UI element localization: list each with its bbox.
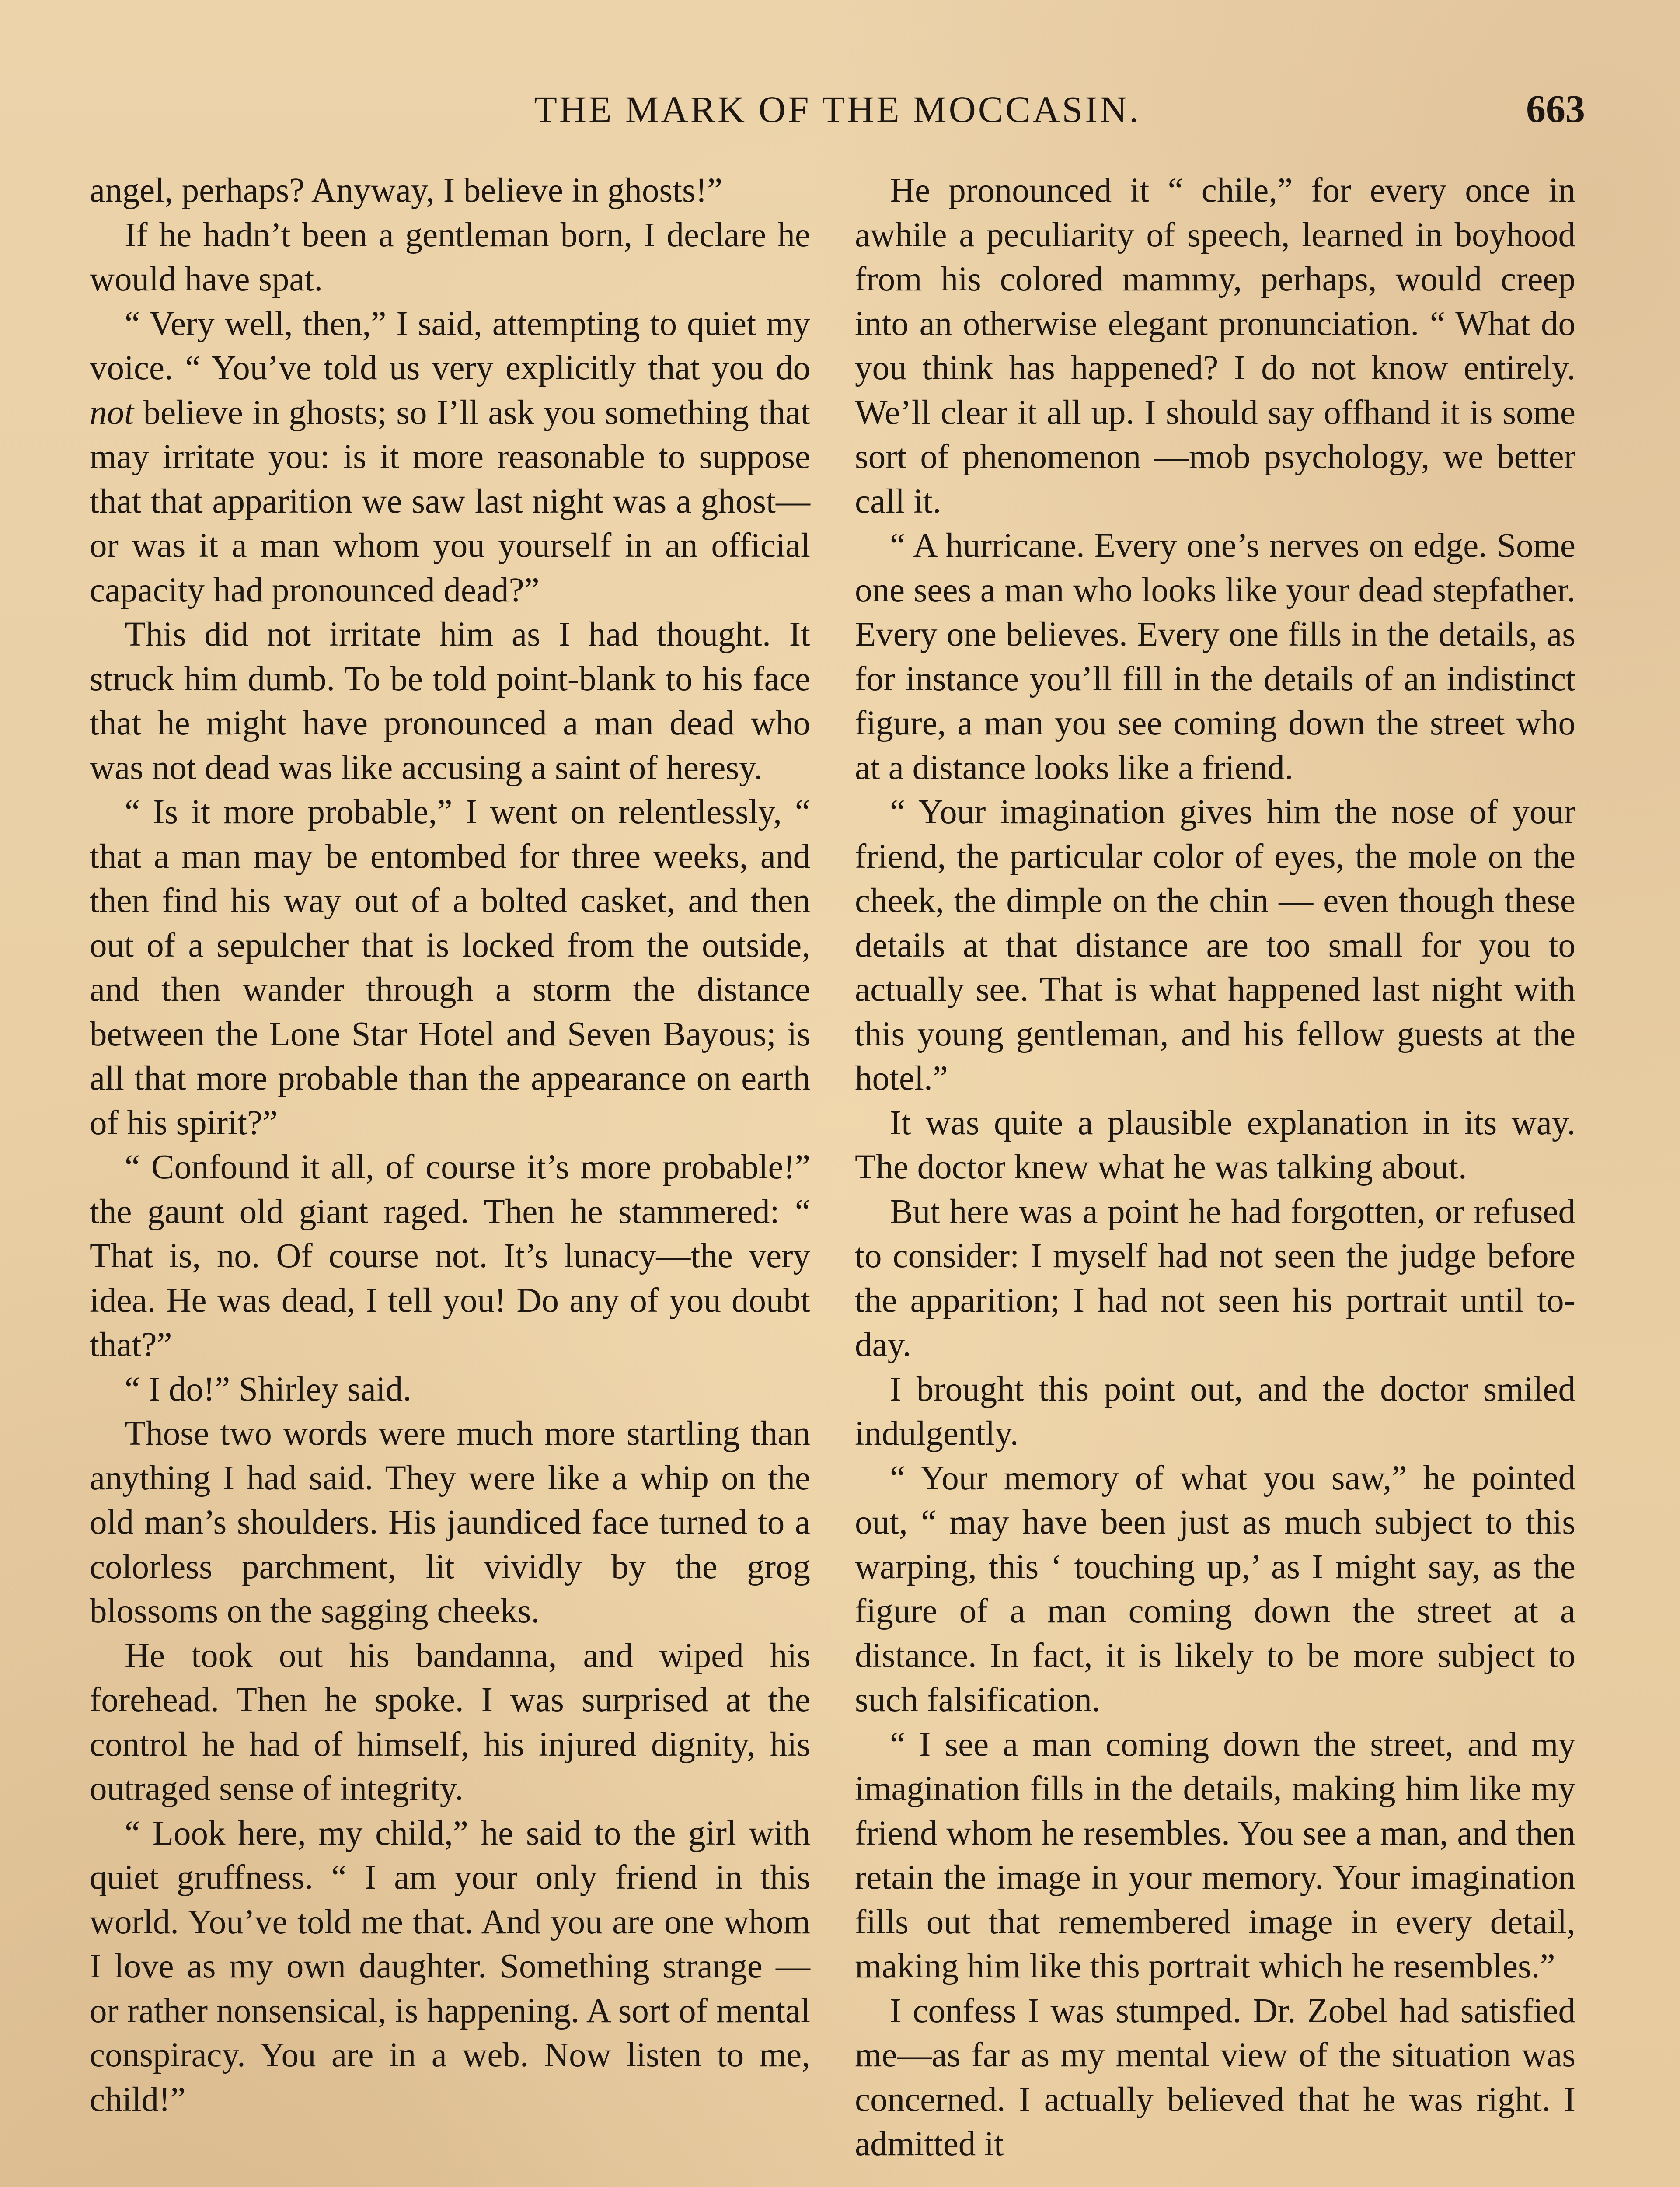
paragraph: “ I see a man coming down the street, and my imagination fills in the details, making him like my friend whom he resembles. You see a man, and then retain the image in your memory. Your imagination fills out that remembered image in every detail, making him like this portrait which he resembles.” bbox=[855, 1725, 1575, 1985]
emphasized-word: not bbox=[90, 393, 134, 432]
paragraph: “ I do!” Shirley said. bbox=[125, 1370, 411, 1408]
right-text-column bbox=[855, 168, 1575, 2166]
paragraph: Those two words were much more startling than anything I had said. They were like a whip on the old man’s shoulders. His jaundiced face turned to a colorless parchment, lit vividly by the grog blossoms on the sagging cheeks. bbox=[90, 1415, 810, 1630]
paragraph: “ Confound it all, of course it’s more probable!” the gaunt old giant raged. Then he stammered: “ That is, no. Of course not. It’s lunacy—the very idea. He was dead, I tell you! Do any of you doubt that?” bbox=[90, 1148, 810, 1364]
paragraph: “ Your imagination gives him the nose of your friend, the particular color of eyes, the mole on the cheek, the dimple on the chin — even though these details at that distance are too small for you to actually see. That is what happened last night with this young gentleman, and his fellow guests at the hotel.” bbox=[855, 793, 1575, 1097]
paragraph: I confess I was stumped. Dr. Zobel had satisfied me—as far as my mental view of the situation was concerned. I actually believed that he was right. I admitted it bbox=[855, 1991, 1575, 2163]
paragraph: He pronounced it “ chile,” for every once in awhile a peculiarity of speech, learned in boyhood from his colored mammy, perhaps, would creep into an otherwise elegant pronunciation. “ What do you think has happened? I do not know entirely. We’ll clear it all up. I should say offhand it is some sort of phenomenon —mob psychology, we better call it. bbox=[855, 171, 1575, 521]
paragraph: This did not irritate him as I had thought. It struck him dumb. To be told point-blank to his face that he might have pronounced a man dead who was not dead was like accusing a saint of heresy. bbox=[90, 615, 810, 787]
paragraph: But here was a point he had forgotten, or refused to consider: I myself had not seen the judge before the apparition; I had not seen his portrait until to-day. bbox=[855, 1192, 1575, 1364]
paragraph: “ Look here, my child,” he said to the girl with quiet gruffness. “ I am your only friend in this world. You’ve told me that. And you are one whom I love as my own daughter. Something strange — or rather nonsensical, is happening. A sort of mental conspiracy. You are in a web. Now listen to me, child!” bbox=[90, 1814, 810, 2119]
paragraph: “ Your memory of what you saw,” he pointed out, “ may have been just as much subject to this warping, this ‘ touching up,’ as I might say, as the figure of a man coming down the street at a distance. In fact, it is likely to be more subject to such falsification. bbox=[855, 1459, 1575, 1719]
paragraph: It was quite a plausible explanation in its way. The doctor knew what he was talking about. bbox=[855, 1104, 1575, 1186]
paragraph: “ A hurricane. Every one’s nerves on edge. Some one sees a man who looks like your dead stepfather. Every one believes. Every one fills in the details, as for instance you’ll fill in the details of an indistinct figure, a man you see coming down the street who at a distance looks like a friend. bbox=[855, 527, 1575, 787]
paragraph: If he hadn’t been a gentleman born, I declare he would have spat. bbox=[90, 216, 810, 298]
paragraph: angel, perhaps? Anyway, I believe in ghosts!” bbox=[90, 171, 723, 210]
paragraph: I brought this point out, and the doctor smiled indulgently. bbox=[855, 1370, 1575, 1453]
page-header bbox=[90, 83, 1585, 136]
page-number: 663 bbox=[1526, 87, 1585, 131]
paragraph: “ Is it more probable,” I went on relentlessly, “ that a man may be entombed for three weeks, and then find his way out of a bolted casket, and then out of a sepulcher that is locked from the outside, and then wander through a storm the distance between the Lone Star Hotel and Seven Bayous; is all that more probable than the appearance on earth of his spirit?” bbox=[90, 793, 810, 1142]
paragraph: He took out his bandanna, and wiped his forehead. Then he spoke. I was surprised at the control he had of himself, his injured dignity, his outraged sense of integrity. bbox=[90, 1636, 810, 1808]
paragraph: “ Very well, then,” I said, attempting to quiet my voice. “ You’ve told us very explicitly that you do not believe in ghosts; so I’ll ask you something that may irritate you: is it more reasonable to suppose that that apparition we saw last night was a ghost—or was it a man whom you yourself in an official capacity had pronounced dead?” bbox=[90, 304, 810, 609]
left-text-column bbox=[90, 168, 810, 2122]
running-title: THE MARK OF THE MOCCASIN. bbox=[534, 88, 1141, 130]
